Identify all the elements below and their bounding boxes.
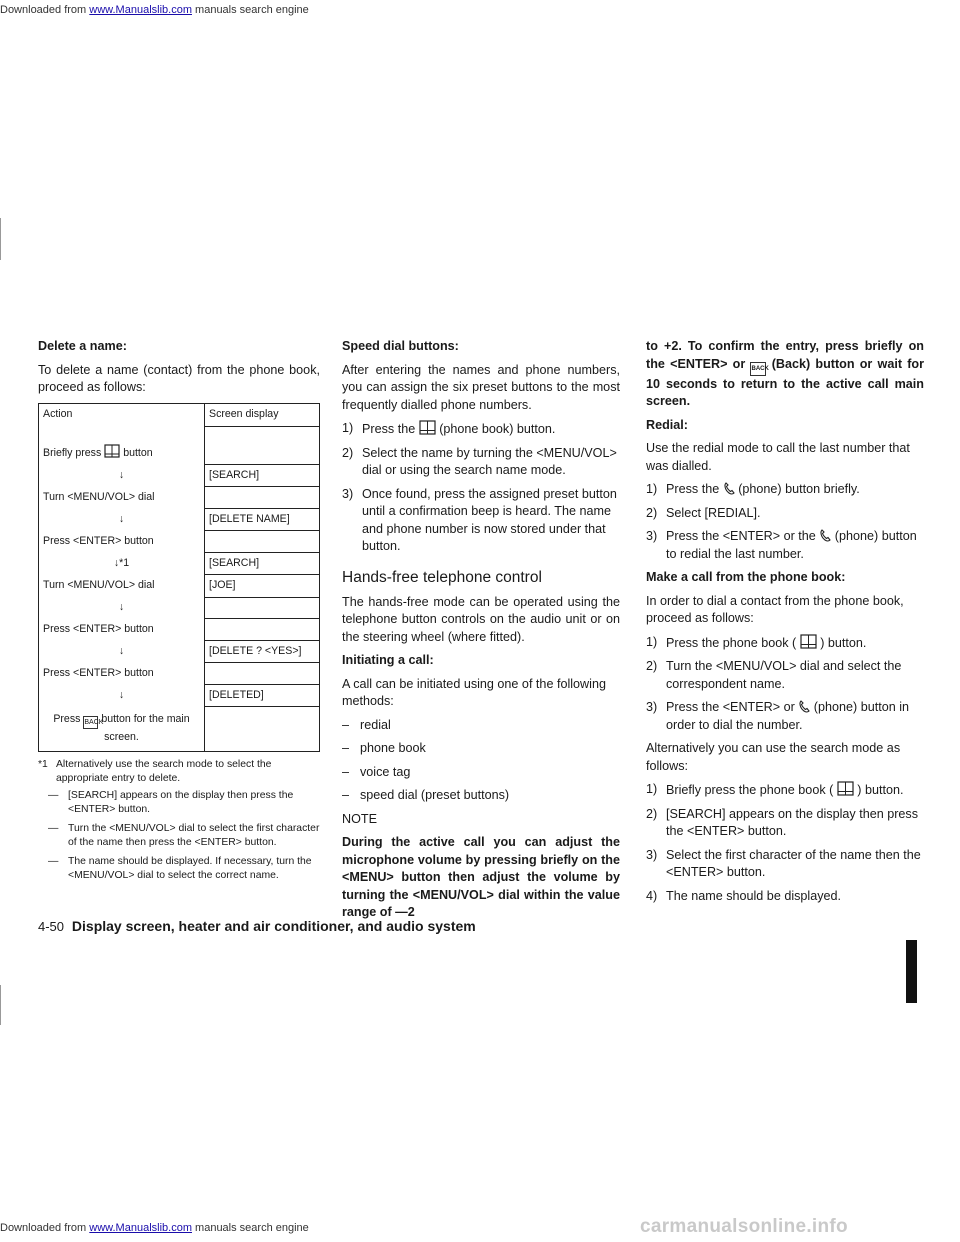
footnote-item: — The name should be displayed. If necessary, turn the <MENU/VOL> dial to select the correct name. [48,855,312,881]
table-cell-display [205,426,320,464]
phonebook-icon [800,634,817,649]
table-cell-action: Press BACK button for the main screen. [39,707,205,752]
table-cell-action: ↓ [39,464,205,487]
table-row [39,640,320,663]
table-row [39,597,320,619]
table-row [39,531,320,553]
phone-book-call-heading: Make a call from the phone book: [646,570,846,584]
speed-dial-step: 2) Select the name by turning the <MENU/VOL> dial or using the search name mode. [342,445,617,477]
search-mode-step: 2) [SEARCH] appears on the display then press the <ENTER> button. [646,806,919,838]
crop-mark [0,985,1,1025]
note-label: NOTE [342,811,377,826]
table-cell-action: Briefly press button [39,426,205,464]
table-cell-action: ↓ [39,640,205,663]
redial-heading: Redial: [646,417,688,432]
call-method-item: – voice tag [342,764,411,779]
table-cell-display [205,531,320,553]
delete-name-heading: Delete a name: [38,339,127,353]
search-mode-step: 3) Select the first character of the name then the <ENTER> button. [646,847,921,879]
phonebook-icon [104,444,120,458]
phone-book-call-intro: In order to dial a contact from the phone book, proceed as follows: [646,593,904,625]
watermark: carmanualsonline.info [640,1216,848,1237]
table-cell-action: Press <ENTER> button [39,531,205,553]
manualslib-link[interactable]: www.Manualslib.com [89,1222,192,1234]
table-cell-action: Press <ENTER> button [39,663,205,685]
initiating-call-heading: Initiating a call: [342,653,434,667]
table-cell-display [205,663,320,685]
speed-dial-heading: Speed dial buttons: [342,339,459,353]
back-button-icon: BACK [750,362,766,376]
table-cell-display [205,707,320,752]
table-row [39,487,320,509]
search-mode-intro: Alternatively you can use the search mode as follows: [646,741,901,773]
table-cell-display: [DELETE ? <YES>] [205,640,320,663]
back-button-icon: BACK [83,716,98,729]
table-cell-display: [JOE] [205,575,320,598]
download-footer: Downloaded from www.Manualslib.com manuals search engine [0,1222,309,1234]
table-cell-display [205,597,320,619]
initiating-call-intro: A call can be initiated using one of the following methods: [342,676,606,708]
table-cell-display: [DELETE NAME] [205,508,320,531]
phone-book-step: 2) Turn the <MENU/VOL> dial and select the correspondent name. [646,659,902,691]
redial-step: 1) Press the (phone) button briefly. [646,482,860,496]
table-row [39,663,320,685]
footnote-item: — Turn the <MENU/VOL> dial to select the first character of the name then press the <ENTER> button. [48,822,320,848]
note-continuation: to +2. To confirm the entry, press briefly on the <ENTER> or BACK (Back) button or wait for 10 seconds to return to the active call main screen. [646,339,925,408]
speed-dial-step: 3) Once found, press the assigned preset button until a confirmation beep is heard. The name and phone number is now stored under that button. [342,486,617,553]
page-footer [38,918,476,934]
redial-intro: Use the redial mode to call the last number that was dialled. [646,441,910,473]
hands-free-heading: Hands-free telephone control [342,568,542,586]
redial-step: 3) Press the <ENTER> or the (phone) button to redial the last number. [646,529,917,561]
speed-dial-step: 1) Press the (phone book) button. [342,421,556,436]
table-cell-display [205,619,320,641]
table-header-action: Action [39,403,205,426]
table-cell-display: [SEARCH] [205,464,320,487]
table-cell-display: [SEARCH] [205,552,320,575]
call-method-item: – speed dial (preset buttons) [342,788,510,802]
delete-name-intro: To delete a name (contact) from the phone book, proceed as follows: [38,362,320,394]
delete-name-table [38,403,320,752]
download-header: Downloaded from www.Manualslib.com manuals search engine [0,4,309,16]
table-cell-action: ↓ [39,597,205,619]
footnote: *1 Alternatively use the search mode to select the appropriate entry to delete. — [SEARCH] appears on the display then press the <ENTER> button. — Turn the <MENU/VOL> dial to select the first character of the name then press the <ENTER> button. — The name should be displayed. If necessary, turn the <MENU/VOL> dial to select the correct name. [38,758,320,884]
phone-icon [819,529,831,542]
table-row [39,508,320,531]
phone-book-step: 1) Press the phone book ( ) button. [646,634,867,650]
phone-book-step: 3) Press the <ENTER> or (phone) button in order to dial the number. [646,700,910,732]
call-method-item: – phone book [342,741,426,755]
section-tab-marker [906,940,917,1003]
table-cell-display [205,487,320,509]
footnote-item: — [SEARCH] appears on the display then press the <ENTER> button. [48,789,294,815]
phonebook-icon [419,420,436,435]
redial-step: 2) Select [REDIAL]. [646,505,761,520]
column-delete-name [38,338,320,888]
table-cell-action: ↓ [39,508,205,531]
table-row [39,619,320,641]
call-method-item: – redial [342,717,391,732]
table-cell-action: ↓*1 [39,552,205,575]
column-redial [646,338,924,911]
hands-free-intro: The hands-free mode can be operated using the telephone button controls on the audio unit or on the steering wheel (where fitted). [342,594,620,644]
note-text: During the active call you can adjust the microphone volume by pressing briefly on the <MENU> button then adjust the volume by turning the <MENU/VOL> dial within the value range of —2 [342,835,620,919]
crop-mark [0,218,1,260]
search-mode-step: 4) The name should be displayed. [646,888,842,903]
table-header-screen: Screen display [205,403,320,426]
table-row [39,575,320,598]
column-speed-dial [342,338,620,928]
table-cell-action: Turn <MENU/VOL> dial [39,487,205,509]
phone-icon [723,482,735,495]
search-mode-step: 1) Briefly press the phone book ( ) button. [646,782,904,797]
phone-icon [798,700,810,713]
table-cell-action: Press <ENTER> button [39,619,205,641]
section-title: Display screen, heater and air conditioner, and audio system [71,918,476,934]
speed-dial-intro: After entering the names and phone numbers, you can assign the six preset buttons to the most frequently dialled phone numbers. [342,362,620,412]
table-row [39,552,320,575]
table-cell-display: [DELETED] [205,684,320,707]
table-cell-action: ↓ [39,684,205,707]
phonebook-icon [837,781,854,796]
manualslib-link[interactable]: www.Manualslib.com [89,4,192,16]
table-row [39,684,320,707]
table-row [39,464,320,487]
table-cell-action: Turn <MENU/VOL> dial [39,575,205,598]
page-number: 4-50 [38,919,65,934]
